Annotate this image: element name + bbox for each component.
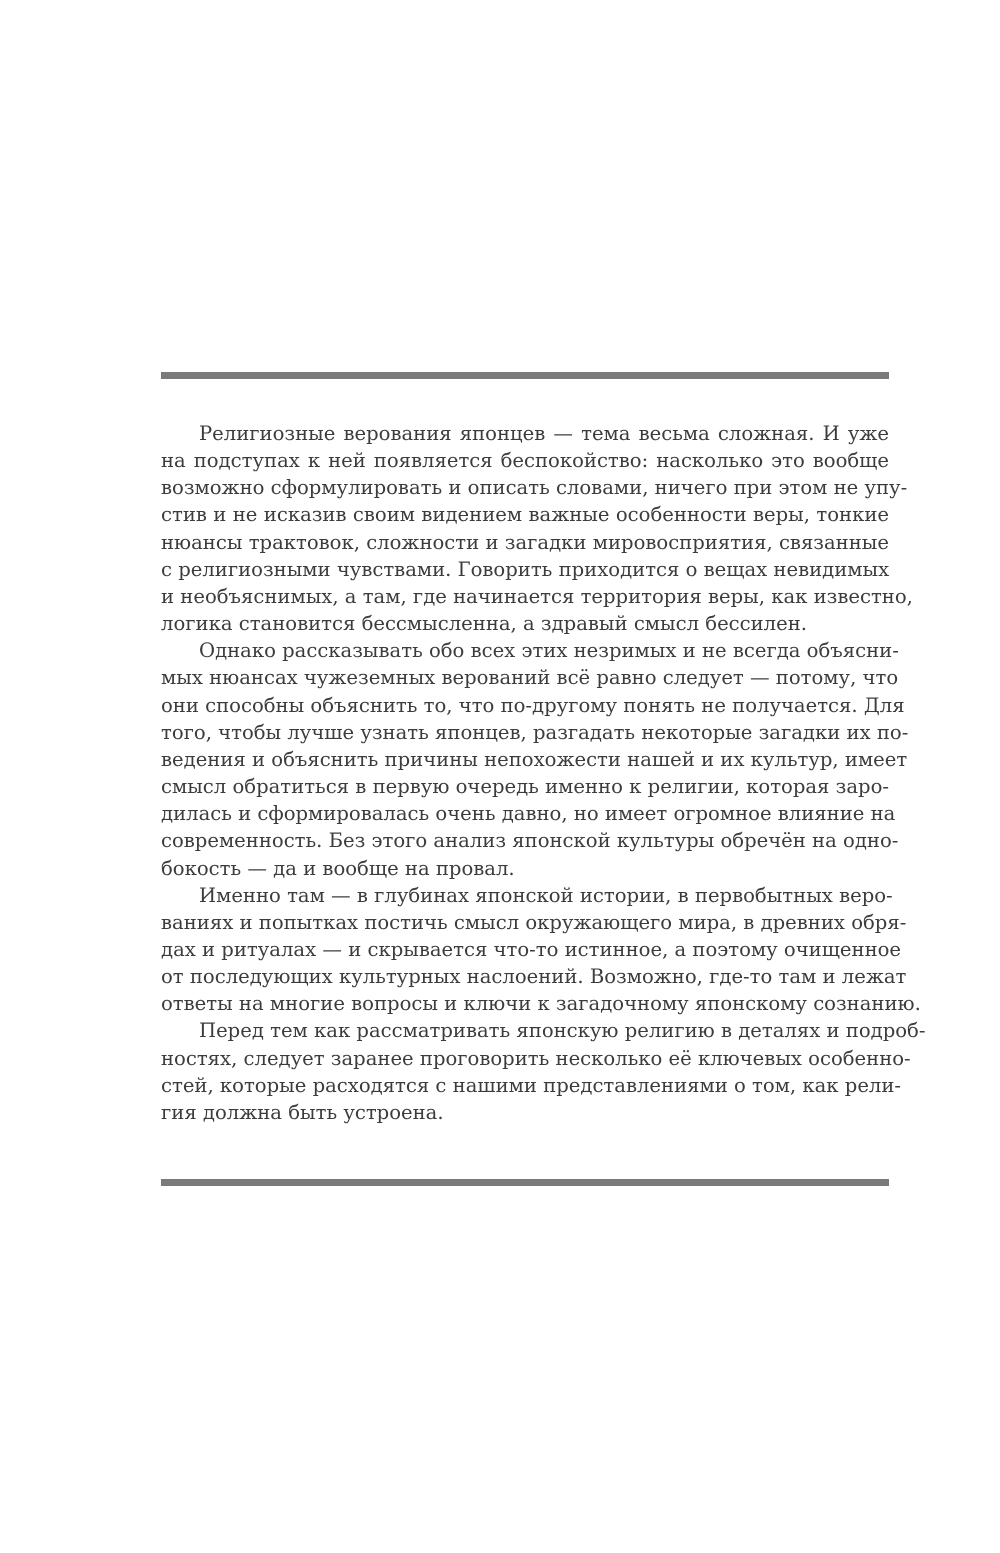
paragraph-4 (161, 1017, 926, 1126)
text-line: ваниях и попытках постичь смысл окружающего мира, в древних обря- (161, 910, 907, 934)
text-line: дилась и сформировалась очень давно, но имеет огромное влияние на (161, 802, 896, 826)
text-line: стив и не исказив своим видением важные особенности веры, тонкие (161, 503, 889, 527)
text-line: возможно сформулировать и описать словами, ничего при этом не упу- (161, 476, 908, 500)
text-line: бокость — да и вообще на провал. (161, 856, 515, 880)
bottom-divider (161, 1179, 889, 1186)
text-line: смысл обратиться в первую очередь именно к религии, которая заро- (161, 775, 889, 799)
text-line: логика становится бессмысленна, а здравый смысл бессилен. (161, 612, 808, 636)
body-text (161, 420, 926, 1126)
text-line: от последующих культурных наслоений. Возможно, где-то там и лежат (161, 965, 907, 989)
text-line: того, чтобы лучше узнать японцев, разгадать некоторые загадки их по- (161, 720, 909, 744)
text-line: на подступах к ней появляется беспокойство: насколько это вообще (161, 449, 889, 473)
text-line: ностях, следует заранее проговорить несколько её ключевых особенно- (161, 1046, 911, 1070)
text-line: ведения и объяснить причины непохожести нашей и их культур, имеет (161, 747, 908, 771)
text-line: и необъяснимых, а там, где начинается территория веры, как известно, (161, 584, 913, 608)
text-line: мых нюансах чужеземных верований всё равно следует — потому, что (161, 666, 899, 690)
text-line: нюансы трактовок, сложности и загадки мировосприятия, связанные (161, 530, 889, 554)
text-line: современность. Без этого анализ японской культуры обречён на одно- (161, 829, 899, 853)
paragraph-2 (161, 637, 909, 881)
paragraph-3 (161, 882, 921, 1018)
text-line: стей, которые расходятся с нашими представлениями о том, как рели- (161, 1073, 902, 1097)
text-line: с религиозными чувствами. Говорить приходится о вещах невидимых (161, 557, 890, 581)
paragraph-1 (161, 420, 913, 637)
text-line: Однако рассказывать обо всех этих незримых и не всегда объясни- (199, 639, 899, 663)
text-line: дах и ритуалах — и скрывается что-то истинное, а поэтому очищенное (161, 937, 902, 961)
text-line: Именно там — в глубинах японской истории, в первобытных веро- (199, 883, 893, 907)
text-line: они способны объяснить то, что по-другому понять не получается. Для (161, 693, 905, 717)
top-divider (161, 372, 889, 379)
text-line: Перед тем как рассматривать японскую религию в деталях и подроб- (199, 1019, 926, 1043)
text-line: гия должна быть устроена. (161, 1100, 444, 1124)
text-line: Религиозные верования японцев — тема весьма сложная. И уже (199, 422, 889, 445)
text-line: ответы на многие вопросы и ключи к загадочному японскому сознанию. (161, 992, 921, 1016)
